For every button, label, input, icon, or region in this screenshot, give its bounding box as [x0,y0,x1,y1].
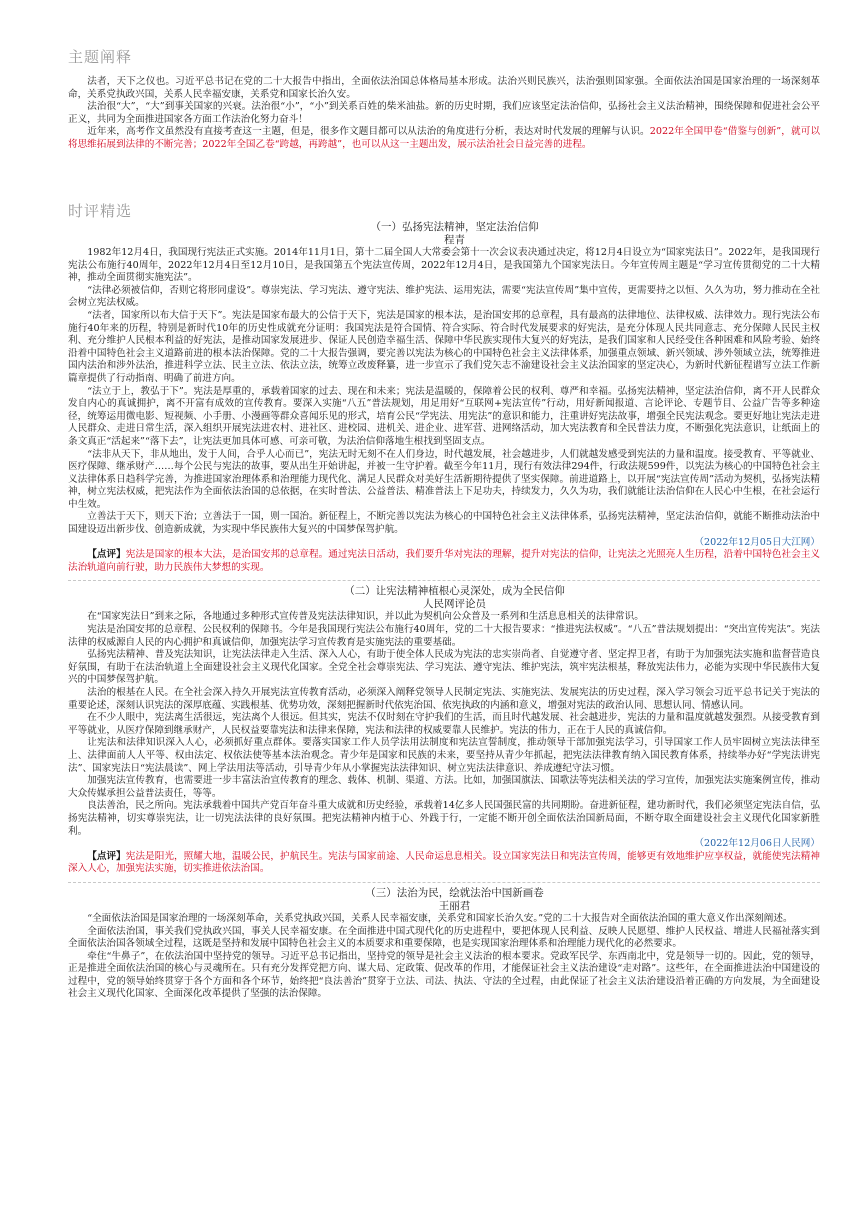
article-3 [68,887,820,1001]
review-heading: 时评精选 [68,202,133,220]
comment-tag: 【点评】 [87,850,126,862]
theme-paragraph-2: 法治很“大”，“大”到事关国家的兴衰。法治很“小”，“小”到关系百姓的柴米油盐。新的历史时期，我们应该坚定法治信仰，弘扬社会主义法治精神，围绕保障和促进社会公平正义，共同为全面推进国家各方面工作法治化努力奋斗！ [68,101,820,125]
article-2-source: （2022年12月06日人民网） [694,838,820,850]
comment-tag: 【点评】 [87,549,126,561]
article-3-paragraph: 全面依法治国，事关我们党执政兴国，事关人民幸福安康。在全面推进中国式现代化的历史进程中，要把体现人民利益、反映人民愿望、维护人民权益、增进人民福祉落实到全面依法治国各领域全过程，这既是坚持和发展中国特色社会主义的本质要求和重要保障，也是实现国家治理体系和治理能力现代化的必然要求。 [68,925,820,950]
theme-highlight: 2022年全国甲卷“借鉴与创新”，就可以将思维拓展到法律的不断完善；2022年全国乙卷“跨越，再跨越”，也可以从这一主题出发，展示法治社会日益完善的进程。 [68,126,820,150]
divider [68,882,820,883]
article-1-paragraph: “法者，国家所以布大信于天下”。宪法是国家布最大的公信于天下，宪法是国家的根本法，是治国安邦的总章程，具有最高的法律地位、法律权威、法律效力。现行宪法公布施行40年来的历程，特别是新时代10年的历史性成就充分证明：我国宪法是符合国情、符合实际、符合时代发展要求的好宪法，是充分体现人民共同意志、充分保障人民民主权利、充分维护人民根本利益的好宪法，是推动国家发展进步、保证人民创造幸福生活、保障中华民族实现伟大复兴的好宪法，是我们国家和人民经受住各种困难和风险考验、始终沿着中国特色社会主义道路前进的根本法治保障。党的二十大报告强调，要完善以宪法为核心的中国特色社会主义法律体系，加强重点领域、新兴领域、涉外领域立法，统筹推进国内法治和涉外法治，推进科学立法、民主立法、依法立法，统筹立改废释纂，进一步宣示了我们党矢志不渝建设社会主义法治国家的坚定决心，为新时代新征程谱写立法工作新篇章提供了行动指南、明确了前进方向。 [68,309,820,384]
article-2-paragraph: 让宪法和法律知识深入人心，必须抓好重点群体。要落实国家工作人员学法用法制度和宪法宣誓制度，推动领导干部加强宪法学习，引导国家工作人员牢固树立宪法法律至上、法律面前人人平等、权由法定、权依法使等基本法治观念。青少年是国家和民族的未来，要坚持从青少年抓起，把宪法法律教育纳入国民教育体系，持续举办好“学宪法讲宪法”、国家宪法日“宪法晨读”、网上学法用法等活动，引导青少年从小掌握宪法法律知识、树立宪法法律意识、养成遵纪守法习惯。 [68,737,820,774]
article-2-paragraph: 法治的根基在人民。在全社会深入持久开展宪法宣传教育活动，必须深入阐释党领导人民制定宪法、实施宪法、发展宪法的历史过程，深入学习领会习近平总书记关于宪法的重要论述，深刻认识宪法的深厚底蕴、实践根基、优势功效，深刻把握新时代依宪治国、依宪执政的内涵和意义，增强对宪法的政治认同、思想认同、情感认同。 [68,687,820,711]
theme-paragraph-1: 法者，天下之仪也。习近平总书记在党的二十大报告中指出，全面依法治国总体格局基本形成。法治兴则民族兴，法治强则国家强。全面依法治国是国家治理的一场深刻革命，关系党执政兴国，关系人民幸福安康，关系党和国家长治久安。 [68,76,820,100]
theme-section [68,76,820,152]
article-1-paragraph: “法非从天下，非从地出，发于人间，合乎人心而已”，宪法无时无刻不在人们身边，时代越发展，社会越进步，人们就越发感受到宪法的力量和温度。接受教育、平等就业、医疗保障、继承财产……每个公民与宪法的故事，要从出生开始讲起，并被一生守护着。截至今年11月，现行有效法律294件，行政法规599件，以宪法为核心的中国特色社会主义法律体系日趋科学完善，为推进国家治理体系和治理能力现代化、满足人民群众对美好生活新期待提供了坚实保障。前进道路上，以开展“宪法宣传周”活动为契机，弘扬宪法精神，树立宪法权威，把宪法作为全面依法治国的总依据，在实时普法、公益普法、精准普法上下足功夫，持续发力，久久为功，我们就能让法治信仰在人民心中生根，在社会运行中生效。 [68,448,820,510]
comment-text: 宪法是阳光，照耀大地，温暖公民，护航民生。宪法与国家前途、人民命运息息相关。设立国家宪法日和宪法宣传周，能够更有效地维护应享权益，就能使宪法精神深入人心，加强宪法实施，切实推进依法治国。 [68,850,821,875]
article-2-paragraph: 加强宪法宣传教育，也需要进一步丰富法治宣传教育的理念、载体、机制、渠道、方法。比如，加强国旗法、国歌法等宪法相关法的学习宣传，加强宪法实施案例宣传，推动大众传媒承担公益普法责任，等等。 [68,775,820,799]
article-2-comment [68,851,820,876]
article-1-paragraph: “法律必须被信仰，否则它将形同虚设”。尊崇宪法、学习宪法、遵守宪法、维护宪法、运用宪法，需要“宪法宣传周”集中宣传，更需要持之以恒、久久为功，努力推动在全社会树立宪法权威。 [68,284,820,309]
article-2 [68,585,820,875]
article-1-author: 程青 [444,234,465,246]
article-1-paragraph: 1982年12月4日，我国现行宪法正式实施。2014年11月1日，第十二届全国人大常委会第十一次会议表决通过决定，将12月4日设立为“国家宪法日”。2022年，是我国现行宪法公布施行40周年，2022年12月4日至12月10日，是我国第五个宪法宣传周，2022年12月4日，是我国第九个国家宪法日。今年宣传周主题是“学习宣传贯彻党的二十大精神，推动全面贯彻实施宪法”。 [68,247,820,284]
theme-paragraph-3 [68,126,820,151]
article-2-paragraph: 在“国家宪法日”到来之际，各地通过多种形式宣传普及宪法法律知识，并以此为契机向公众普及一系列和生活息息相关的法律常识。 [87,611,644,623]
theme-heading: 主题阐释 [68,48,133,66]
article-1-comment [68,549,820,574]
theme-paragraph-3-text: 近年来，高考作文虽然没有直接考查这一主题，但是，很多作文题目都可以从法治的角度进行分析，表达对时代发展的理解与认识。 [87,126,650,138]
article-2-paragraph: 宪法是治国安邦的总章程、公民权利的保障书。今年是我国现行宪法公布施行40周年，党的二十大报告要求：“推进宪法权威”。“八五”普法规划提出：“突出宣传宪法”。宪法法律的权威源自人民的内心拥护和真诚信仰，加强宪法学习宣传教育是实施宪法的重要基础。 [68,624,820,648]
article-3-title: （三）法治为民，绘就法治中国新画卷 [365,886,544,899]
article-1-paragraph: 立善法于天下，则天下治；立善法于一国，则一国治。新征程上，不断完善以宪法为核心的中国特色社会主义法律体系，弘扬宪法精神，坚定法治信仰，就能不断推动法治中国建设迈出新步伐、创造新成就，为实现中华民族伟大复兴的中国梦保驾护航。 [68,511,820,536]
article-1 [68,221,820,574]
article-2-author: 人民网评论员 [423,598,486,611]
article-1-paragraph: “法立于上，教弘于下”。宪法是厚重的，承载着国家的过去、现在和未来；宪法是温暖的，保障着公民的权利、尊严和幸福。弘扬宪法精神，坚定法治信仰，离不开人民群众发自内心的真诚拥护，离不开富有成效的宣传教育。要深入实施“八五”普法规划，用足用好“互联网+宪法宣传”行动，用好新闻报道、言论评论、专题节目、公益广告等多种途径，统筹运用微电影、短视频、小手册、小漫画等群众喜闻乐见的形式，培育公民“学宪法、用宪法”的意识和能力，注重讲好宪法故事，增强全民宪法观念。要更好地让宪法走进人民群众、走进日常生活，深入组织开展宪法进农村、进社区、进校园、进机关、进企业、进军营、进网络活动，加大宪法教育和全民普法力度，不断强化宪法意识，让纸面上的条文真正“活起来”“落下去”，让宪法更加具体可感、可亲可敬，为法治信仰落地生根找到坚固支点。 [68,385,820,447]
comment-text: 宪法是国家的根本大法，是治国安邦的总章程。通过宪法日活动，我们要升华对宪法的理解，提升对宪法的信仰，让宪法之光照亮人生历程，沿着中国特色社会主义法治轨道向前行驶，助力民族伟大梦想的实现。 [68,549,821,573]
article-3-paragraph: 牵住“牛鼻子”，在依法治国中坚持党的领导。习近平总书记指出，坚持党的领导是社会主义法治的根本要求。党政军民学、东西南北中，党是领导一切的。因此，党的领导，正是推进全面依法治国的核心与灵魂所在。只有充分发挥党把方向、谋大局、定政策、促改革的作用，才能保证社会主义法治建设“走对路”。这些年，在全面推进法治中国建设的过程中，党的领导始终贯穿于各个方面和各个环节，始终把“良法善治”贯穿于立法、司法、执法、守法的全过程，由此保证了社会主义法治建设沿着正确的方向发展，为全面建设社会主义现代化国家、全面深化改革提供了坚强的法治保障。 [68,950,820,1000]
article-3-paragraph: “全面依法治国是国家治理的一场深刻革命，关系党执政兴国，关系人民幸福安康，关系党和国家长治久安。”党的二十大报告对全面依法治国的重大意义作出深刻阐述。 [87,912,793,924]
article-3-author: 王丽君 [438,899,471,912]
article-1-source: （2022年12月05日大江网） [694,536,820,548]
article-2-title: （二）让宪法精神植根心灵深处，成为全民信仰 [344,585,565,598]
article-2-paragraph: 在不少人眼中，宪法离生活很远，宪法离个人很远。但其实，宪法不仅时刻在守护我们的生活，而且时代越发展、社会越进步，宪法的力量和温度就越发强烈。从接受教育到平等就业，从医疗保障到继承财产，人民权益要靠宪法和法律来保障，宪法和法律的权威要靠人民维护。宪法的伟力，正在于人民的真诚信仰。 [68,712,820,736]
reviews-section [68,221,820,1001]
article-2-paragraph: 弘扬宪法精神、普及宪法知识，让宪法法律走入生活、深入人心，有助于使全体人民成为宪法的忠实崇尚者、自觉遵守者、坚定捍卫者，有助于为加强宪法实施和监督营造良好氛围，有助于在法治轨道上全面建设社会主义现代化国家。全党全社会尊崇宪法、学习宪法、遵守宪法、维护宪法，筑牢宪法根基，释放宪法伟力，必能为实现中华民族伟大复兴的中国梦保驾护航。 [68,649,820,686]
divider [68,580,820,581]
article-1-title: （一）弘扬宪法精神，坚定法治信仰 [370,221,539,233]
article-2-paragraph: 良法善治，民之所向。宪法承载着中国共产党百年奋斗重大成就和历史经验，承载着14亿多人民国强民富的共同期盼。奋进新征程，建功新时代，我们必须坚定宪法自信，弘扬宪法精神，切实尊崇宪法，让一切宪法法律的良好氛围。把宪法精神内植于心、外践于行，一定能不断开创全面依法治国新局面，不断夺取全面建设社会主义现代化国家新胜利。 [68,800,820,837]
